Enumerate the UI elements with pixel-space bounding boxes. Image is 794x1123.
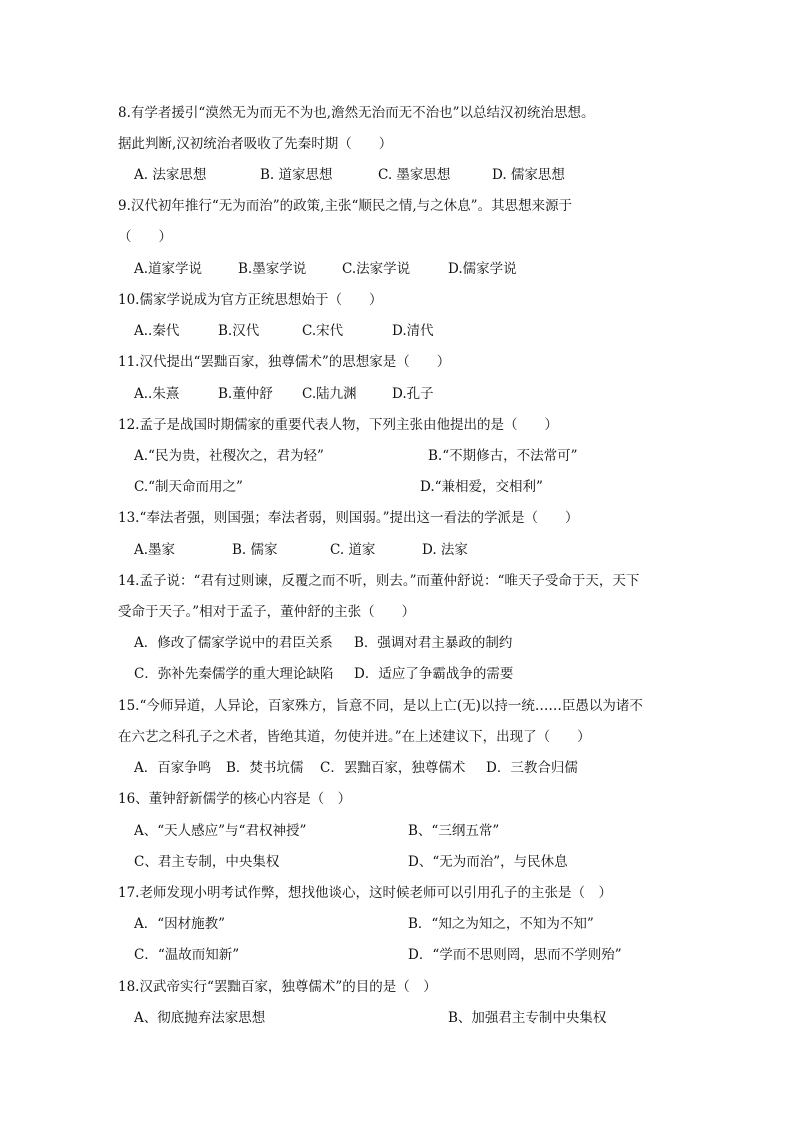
q17-option-b: B．“知之为知之，不知为不知” — [408, 916, 594, 932]
q14-option-c: C．弥补先秦儒学的重大理论缺陷 — [134, 666, 334, 682]
q12-option-a: A.“民为贵，社稷次之，君为轻” — [134, 448, 324, 464]
q8-option-d: D. 儒家思想 — [492, 167, 565, 183]
q14-option-d: D．适应了争霸战争的需要 — [354, 666, 514, 682]
q18-option-a: A、彻底抛弃法家思想 — [134, 1010, 266, 1026]
q8-option-c: C. 墨家思想 — [378, 167, 451, 183]
q10-option-d: D.清代 — [392, 323, 434, 339]
q14-option-b: B．强调对君主暴政的制约 — [354, 635, 513, 651]
q14-option-a: A．修改了儒家学说中的君臣关系 — [134, 635, 333, 651]
question-14-line-2: 受命于天子。”相对于孟子，董仲舒的主张（ ） — [118, 604, 416, 620]
question-8-line-1: 8.有学者援引“漠然无为而无不为也,澹然无治而无不治也”以总结汉初统治思想。 — [118, 105, 595, 121]
question-15-line-2: 在六艺之科孔子之术者，皆绝其道，勿使并进。”在上述建议下，出现了（ ） — [118, 729, 591, 745]
question-12-line-1: 12.孟子是战国时期儒家的重要代表人物，下列主张由他提出的是（ ） — [118, 417, 558, 433]
question-17-line-1: 17.老师发现小明考试作弊，想找他谈心，这时候老师可以引用孔子的主张是（ ） — [118, 885, 612, 901]
question-10-line-1: 10.儒家学说成为官方正统思想始于（ ） — [118, 292, 383, 308]
question-11-line-1: 11.汉代提出“罢黜百家，独尊儒术”的思想家是（ ） — [118, 354, 451, 370]
q17-option-d: D．“学而不思则罔，思而不学则殆” — [408, 947, 622, 963]
q18-option-b: B、加强君主专制中央集权 — [448, 1010, 607, 1026]
question-18-line-1: 18.汉武帝实行“罢黜百家，独尊儒术”的目的是（ ） — [118, 979, 437, 995]
q9-option-d: D.儒家学说 — [448, 261, 517, 277]
q11-option-b: B.董仲舒 — [218, 386, 273, 402]
q17-option-a: A．“因材施教” — [134, 916, 226, 932]
q15-option-b: B．焚书坑儒 — [226, 760, 304, 776]
q11-option-c: C.陆九渊 — [302, 386, 357, 402]
q10-option-b: B.汉代 — [218, 323, 260, 339]
q13-option-d: D. 法家 — [422, 542, 468, 558]
q10-option-c: C.宋代 — [302, 323, 344, 339]
q13-option-b: B. 儒家 — [232, 542, 278, 558]
q9-option-c: C.法家学说 — [342, 261, 411, 277]
q9-option-b: B.墨家学说 — [238, 261, 307, 277]
q13-option-c: C. 道家 — [330, 542, 376, 558]
q12-option-c: C.“制天命而用之” — [134, 479, 243, 495]
q8-option-a: A. 法家思想 — [134, 167, 207, 183]
q13-option-a: A.墨家 — [134, 542, 176, 558]
q11-option-a: A..朱熹 — [134, 386, 180, 402]
question-9-line-1: 9.汉代初年推行“无为而治”的政策,主张“顺民之情,与之休息”。其思想来源于 — [118, 198, 573, 214]
q9-option-a: A.道家学说 — [134, 261, 203, 277]
q16-option-c: C、君主专制，中央集权 — [134, 854, 280, 870]
q17-option-c: C．“温故而知新” — [134, 947, 240, 963]
question-13-line-1: 13.“奉法者强，则国强；奉法者弱，则国弱。”提出这一看法的学派是（ ） — [118, 510, 579, 526]
q15-option-d: D．三教合归儒 — [486, 760, 578, 776]
q10-option-a: A..秦代 — [134, 323, 180, 339]
q16-option-b: B、“三纲五常” — [408, 823, 500, 839]
q16-option-d: D、“无为而治”，与民休息 — [408, 854, 568, 870]
question-14-line-1: 14.孟子说：“君有过则谏，反覆之而不听，则去。”而董仲舒说：“唯天子受命于天，天下 — [118, 573, 640, 589]
q15-option-a: A．百家争鸣 — [134, 760, 212, 776]
q11-option-d: D.孔子 — [392, 386, 434, 402]
q15-option-c: C．罢黜百家，独尊儒术 — [320, 760, 466, 776]
question-8-line-2: 据此判断,汉初统治者吸收了先秦时期（ ） — [118, 136, 393, 152]
question-16-line-1: 16、董钟舒新儒学的核心内容是（ ） — [118, 791, 352, 807]
q8-option-b: B. 道家思想 — [260, 167, 333, 183]
q12-option-b: B.“不期修古，不法常可” — [428, 448, 578, 464]
question-15-line-1: 15.“今师异道，人异论，百家殊方，旨意不同，是以上亡(无)以持一统……臣愚以为诸不 — [118, 698, 643, 714]
question-9-line-2: （ ） — [118, 229, 172, 245]
q12-option-d: D.“兼相爱，交相利” — [420, 479, 543, 495]
q16-option-a: A、“天人感应”与“君权神授” — [134, 823, 307, 839]
